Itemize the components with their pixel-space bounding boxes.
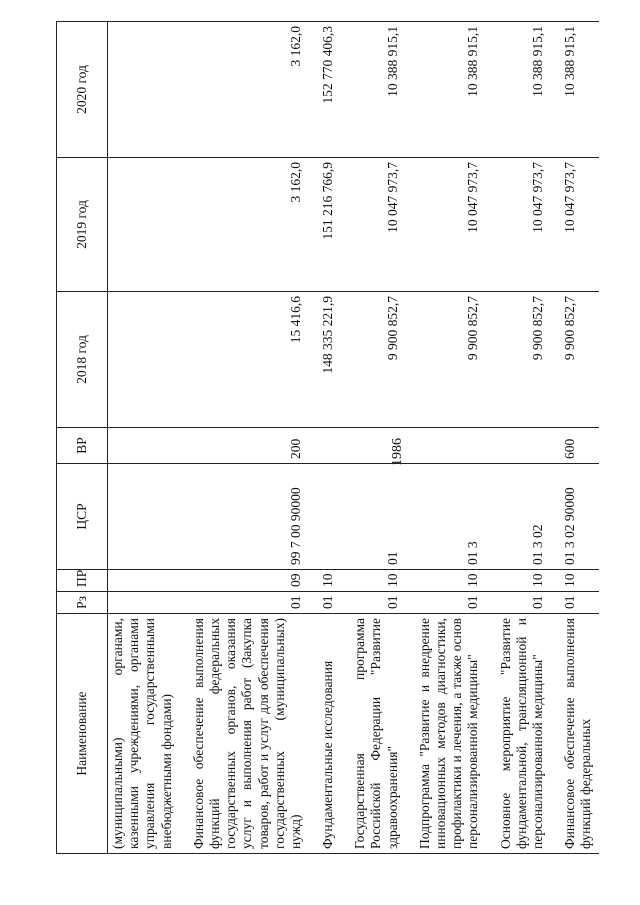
header-2018: 2018 год (57, 292, 108, 428)
row-csr (306, 464, 338, 570)
row-2019: 10 047 973,7 (484, 158, 549, 292)
table-row (484, 22, 549, 854)
row-rz: 01 (484, 592, 549, 614)
row-csr: 99 7 00 90000 (177, 464, 306, 570)
row-pr: 10 (548, 570, 598, 592)
row-vr (338, 428, 403, 464)
row-2018: 9 900 852,7 (403, 292, 484, 428)
row-csr: 01 3 (403, 464, 484, 570)
rotated-page-content (56, 22, 616, 854)
table-header-row (57, 22, 108, 854)
row-name: Основное мероприятие "Развитие фундаментальной, трансляционной и персонализированной медицины" (484, 614, 549, 854)
table-row (548, 22, 598, 854)
table-row (306, 22, 338, 854)
row-2019: 3 162,0 (177, 158, 306, 292)
row-name: Финансовое обеспечение выполнения функций федеральных государственных органов, оказания услуг и выполнения работ (Закупка товаров, работ и услуг для обеспечения государственных (муниципальных) нужд) (177, 614, 306, 854)
page-number: 1986 (390, 438, 405, 466)
row-2018: 15 416,6 (177, 292, 306, 428)
row-rz (108, 592, 177, 614)
row-name: Подпрограмма "Развитие и внедрение инновационных методов диагностики, профилактики и лечения, а также основ персонализированной медицины" (403, 614, 484, 854)
row-name: Фундаментальные исследования (306, 614, 338, 854)
row-2020: 3 162,0 (177, 22, 306, 158)
row-csr: 01 (338, 464, 403, 570)
row-csr: 01 3 02 90000 (548, 464, 598, 570)
row-2019: 151 216 766,9 (306, 158, 338, 292)
row-2019: 10 047 973,7 (338, 158, 403, 292)
row-rz: 01 (177, 592, 306, 614)
row-vr (306, 428, 338, 464)
row-2018 (108, 292, 177, 428)
row-rz: 01 (306, 592, 338, 614)
header-vr: ВР (57, 428, 108, 464)
row-2020: 10 388 915,1 (403, 22, 484, 158)
header-pr: ПР (57, 570, 108, 592)
budget-table (56, 21, 599, 854)
table-row (338, 22, 403, 854)
row-rz: 01 (548, 592, 598, 614)
header-csr: ЦСР (57, 464, 108, 570)
header-2020: 2020 год (57, 22, 108, 158)
table-row (177, 22, 306, 854)
header-2019: 2019 год (57, 158, 108, 292)
row-name: (муниципальными) органами, казенными учреждениями, органами управления государственными внебюджетными фондами) (108, 614, 177, 854)
row-csr: 01 3 02 (484, 464, 549, 570)
row-pr: 09 (177, 570, 306, 592)
row-vr (403, 428, 484, 464)
row-name: Финансовое обеспечение выполнения функций федеральных (548, 614, 598, 854)
row-2020: 152 770 406,3 (306, 22, 338, 158)
row-2019: 10 047 973,7 (403, 158, 484, 292)
row-2020: 10 388 915,1 (484, 22, 549, 158)
row-vr (108, 428, 177, 464)
header-rz: Рз (57, 592, 108, 614)
header-name: Наименование (57, 614, 108, 854)
row-2018: 9 900 852,7 (338, 292, 403, 428)
row-2019 (108, 158, 177, 292)
table-row (403, 22, 484, 854)
row-pr: 10 (403, 570, 484, 592)
row-rz: 01 (338, 592, 403, 614)
row-2020: 10 388 915,1 (338, 22, 403, 158)
row-vr: 600 (548, 428, 598, 464)
row-2018: 148 335 221,9 (306, 292, 338, 428)
row-vr (484, 428, 549, 464)
row-pr: 10 (338, 570, 403, 592)
row-2020 (108, 22, 177, 158)
row-pr: 10 (484, 570, 549, 592)
row-vr: 200 (177, 428, 306, 464)
table-row (108, 22, 177, 854)
row-name: Государственная программа Российской Федерации "Развитие здравоохранения" (338, 614, 403, 854)
row-2018: 9 900 852,7 (484, 292, 549, 428)
row-2018: 9 900 852,7 (548, 292, 598, 428)
row-2020: 10 388 915,1 (548, 22, 598, 158)
row-pr: 10 (306, 570, 338, 592)
row-csr (108, 464, 177, 570)
row-pr (108, 570, 177, 592)
row-rz: 01 (403, 592, 484, 614)
row-2019: 10 047 973,7 (548, 158, 598, 292)
